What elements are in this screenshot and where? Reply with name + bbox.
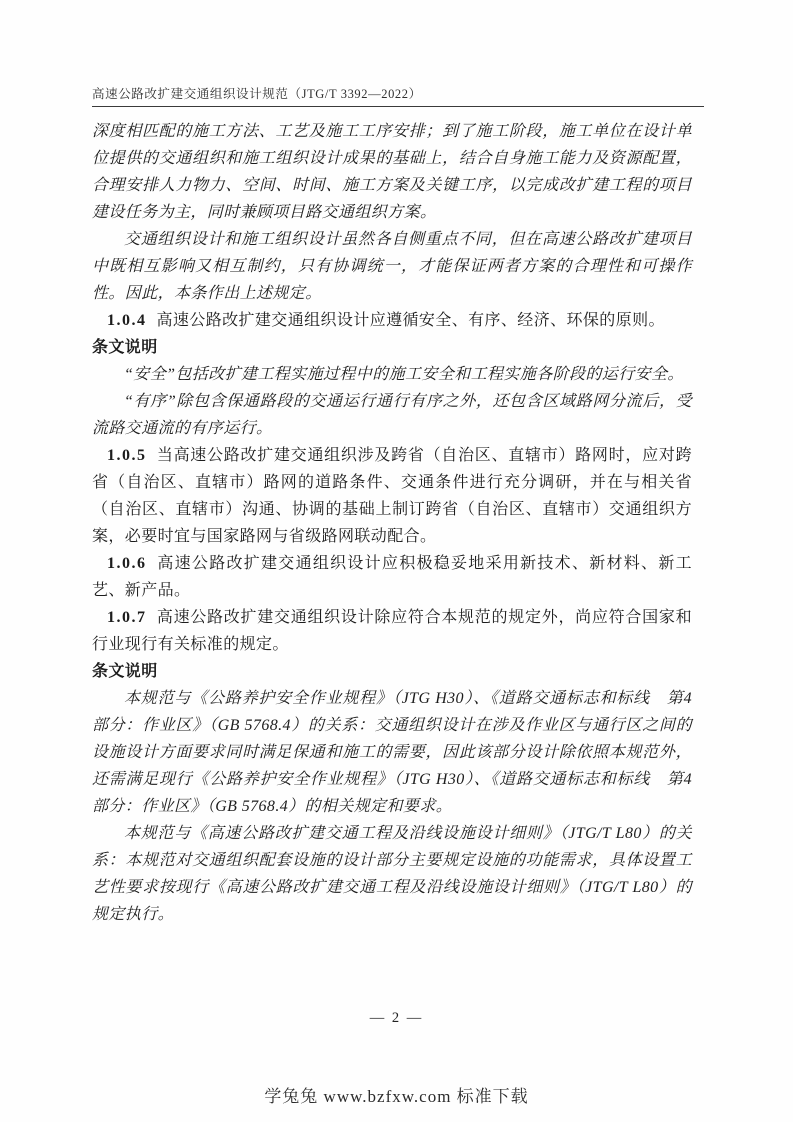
running-header — [92, 84, 704, 102]
page-number: — 2 — — [369, 1010, 424, 1026]
clause-text: 高速公路改扩建交通组织设计应遵循安全、有序、经济、环保的原则。 — [156, 312, 665, 329]
clause-text: 高速公路改扩建交通组织设计除应符合本规范的规定外，尚应符合国家和行业现行有关标准的规定。 — [92, 609, 692, 653]
header-rule — [92, 106, 704, 107]
clause-1-0-6 — [92, 550, 692, 604]
explanation-paragraph-continuation: 深度相匹配的施工方法、工艺及施工工序安排；到了施工阶段，施工单位在设计单位提供的交通组织和施工组织设计成果的基础上，结合自身施工能力及资源配置，合理安排人力物力、空间、时间、施工方案及关键工序，以完成改扩建工程的项目建设任务为主，同时兼顾项目路交通组织方案。 — [92, 123, 692, 221]
explanation-paragraph-related-standards: 本规范与《公路养护安全作业规程》（JTG H30）、《道路交通标志和标线 第4部分：作业区》（GB 5768.4）的关系：交通组织设计在涉及作业区与通行区之间的设施设计方面要求同时满足保通和施工的需要，因此该部分设计除依照本规范外，还需满足现行《公路养护安全作业规程》（JTG H30）、《道路交通标志和标线 第4部分：作业区》（GB 5768.4）的相关规定和要求。 — [92, 690, 692, 815]
clause-number: 1.0.5 — [107, 447, 147, 464]
explanation-paragraph-safety: “安全”包括改扩建工程实施过程中的施工安全和工程实施各阶段的运行安全。 — [124, 366, 684, 383]
clause-number: 1.0.7 — [107, 609, 147, 626]
clause-1-0-5 — [92, 442, 692, 550]
clause-text: 高速公路改扩建交通组织设计应积极稳妥地采用新技术、新材料、新工艺、新产品。 — [92, 555, 692, 599]
explanation-paragraph-coordination: 交通组织设计和施工组织设计虽然各自侧重点不同，但在高速公路改扩建项目中既相互影响又相互制约，只有协调统一，才能保证两者方案的合理性和可操作性。因此，本条作出上述规定。 — [92, 231, 692, 302]
notes-section-label: 条文说明 — [92, 339, 158, 356]
running-header-title: 高速公路改扩建交通组织设计规范（JTG/T 3392—2022） — [92, 87, 422, 101]
clause-1-0-4 — [92, 307, 692, 334]
watermark-text: 学兔兔 www.bzfxw.com 标准下载 — [264, 1087, 529, 1106]
explanation-paragraph-order: “有序”除包含保通路段的交通运行通行有序之外，还包含区域路网分流后，受流路交通流的有序运行。 — [92, 393, 692, 437]
clause-1-0-7 — [92, 604, 692, 658]
clause-text: 当高速公路改扩建交通组织涉及跨省（自治区、直辖市）路网时，应对跨省（自治区、直辖市）路网的道路条件、交通条件进行充分调研，并在与相关省（自治区、直辖市）沟通、协调的基础上制订跨省（自治区、直辖市）交通组织方案，必要时宜与国家路网与省级路网联动配合。 — [92, 447, 692, 545]
document-body — [92, 118, 692, 928]
explanation-paragraph-detail-rules: 本规范与《高速公路改扩建交通工程及沿线设施设计细则》（JTG/T L80）的关系：本规范对交通组织配套设施的设计部分主要规定设施的功能需求，具体设置工艺性要求按现行《高速公路改扩建交通工程及沿线设施设计细则》（JTG/T L80）的规定执行。 — [92, 825, 692, 923]
clause-number: 1.0.4 — [107, 312, 147, 329]
notes-section-label: 条文说明 — [92, 663, 158, 680]
clause-number: 1.0.6 — [107, 555, 147, 572]
